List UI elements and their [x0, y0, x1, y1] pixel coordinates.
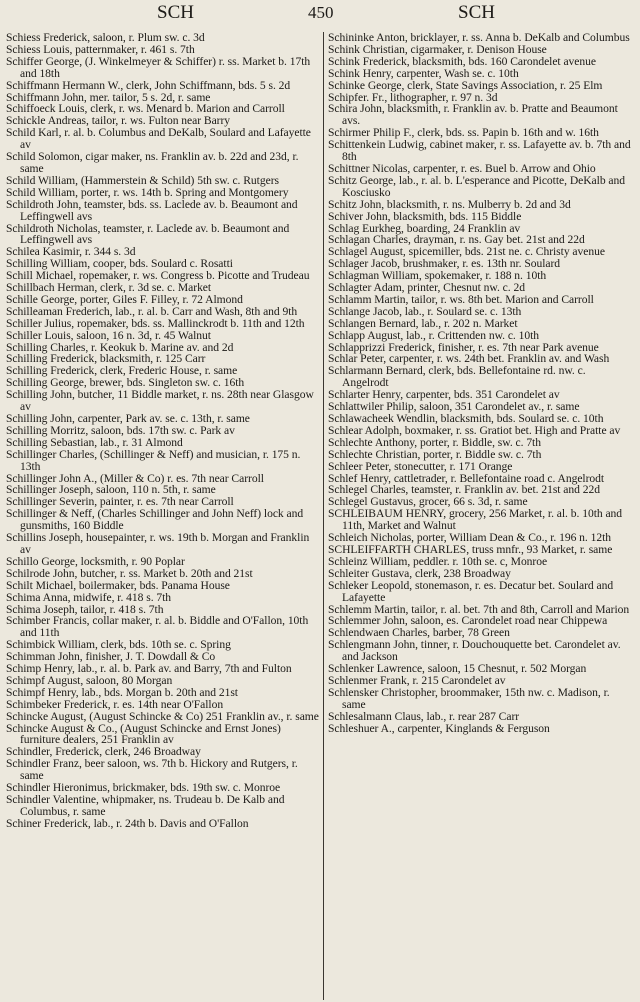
directory-entry: Schitz George, lab., r. al. b. L'esperance and Picotte, DeKalb and Kosciusko — [328, 173, 626, 199]
directory-entry: Schillbach Herman, clerk, r. 3d se. c. Market — [6, 281, 212, 295]
directory-entry: Schildroth Nicholas, teamster, r. Laclede av. b. Beaumont and Leffingwell avs — [6, 221, 290, 247]
directory-entry: Schittenkein Ludwig, cabinet maker, r. ss. Lafayette av. b. 7th and 8th — [328, 138, 631, 164]
directory-entry: Schlange Jacob, lab., r. Soulard se. c. 13th — [328, 304, 522, 318]
directory-entry: Schlenker Lawrence, saloon, 15 Chesnut, r. 502 Morgan — [328, 662, 587, 676]
directory-entry: Schlar Peter, carpenter, r. ws. 24th bet. Franklin av. and Wash — [328, 352, 610, 366]
directory-entry: Schillinger Severin, painter, r. es. 7th near Carroll — [6, 495, 234, 509]
directory-entry: Schimbick William, clerk, bds. 10th se. c. Spring — [6, 638, 231, 652]
directory-entry: Schickle Andreas, tailor, r. ws. Fulton near Barry — [6, 114, 231, 128]
directory-entry: Schlawacheek Wendlin, blacksmith, bds. Soulard se. c. 10th — [328, 412, 604, 425]
header-right-guide: SCH — [458, 2, 495, 23]
directory-entry: Schima Joseph, tailor, r. 418 s. 7th — [6, 602, 164, 616]
directory-entry: Schinke George, clerk, State Savings Association, r. 25 Elm — [328, 78, 603, 92]
directory-entry: Schleinz William, peddler. r. 10th se. c, Monroe — [328, 554, 548, 568]
directory-entry: Schillinger & Neff, (Charles Schillinger and John Neff) lock and gunsmiths, 160 Biddle — [6, 507, 304, 533]
directory-entry: Schiffmann Hermann W., clerk, John Schiffmann, bds. 5 s. 2d — [6, 78, 291, 92]
directory-entry: Schindler Valentine, whipmaker, ns. Trudeau b. De Kalb and Columbus, r. same — [6, 793, 285, 818]
directory-entry: Schiller Julius, ropemaker, bds. ss. Mallinckrodt b. 11th and 12th — [6, 316, 305, 330]
directory-entry: Schillinger John A., (Miller & Co) r. es. 7th near Carroll — [6, 471, 264, 485]
directory-entry: Schlechte Christian, porter, r. Biddle sw. c. 7th — [328, 447, 542, 461]
directory-entry: Schimber Francis, collar maker, r. al. b. Biddle and O'Fallon, 10th and 11th — [6, 614, 309, 640]
directory-entry: Schilling Morritz, saloon, bds. 17th sw. c. Park av — [6, 423, 235, 437]
directory-entry: SCHLEIFFARTH CHARLES, truss mnfr., 93 Market, r. same — [328, 542, 613, 556]
directory-entry: Schlattwiler Philip, saloon, 351 Carondelet av., r. same — [328, 400, 580, 414]
directory-entry: Schittner Nicolas, carpenter, r. es. Buel b. Arrow and Ohio — [328, 161, 596, 175]
directory-entry: Schlegel Gustavus, grocer, 66 s. 3d, r. same — [328, 495, 528, 509]
directory-entry: Schiver John, blacksmith, bds. 115 Biddle — [328, 209, 522, 223]
directory-entry: Schlegel Charles, teamster, r. Franklin av. bet. 21st and 22d — [328, 483, 600, 497]
directory-entry: Schiller Louis, saloon, 16 n. 3d, r. 45 Walnut — [6, 328, 211, 342]
directory-entry: Schillo George, locksmith, r. 90 Poplar — [6, 554, 185, 568]
directory-entry: Schillinger Charles, (Schillinger & Neff) and musician, r. 175 n. 13th — [6, 447, 301, 473]
directory-entry: Schink Henry, carpenter, Wash se. c. 10th — [328, 66, 519, 80]
directory-entry: Schiffoeck Louis, clerk, r. ws. Menard b. Marion and Carroll — [6, 102, 285, 116]
directory-entry: Schiffmann John, mer. tailor, 5 s. 2d, r. same — [6, 90, 211, 104]
directory-entry: Schille George, porter, Giles F. Filley, r. 72 Almond — [6, 292, 243, 306]
directory-entry: Schilling Frederick, blacksmith, r. 125 Carr — [6, 352, 206, 366]
directory-entry: Schilling John, carpenter, Park av. se. c. 13th, r. same — [6, 412, 250, 425]
directory-entry: Schildroth John, teamster, bds. ss. Laclede av. b. Beaumont and Leffingwell avs — [6, 197, 298, 223]
header-left-guide: SCH — [157, 2, 194, 23]
directory-entry: Schillins Joseph, housepainter, r. ws. 19th b. Morgan and Franklin av — [6, 531, 310, 556]
directory-entry: Schilling John, butcher, 11 Biddle market, r. ns. 28th near Glasgow av — [6, 388, 314, 414]
directory-entry: Schlarmann Bernard, clerk, bds. Bellefontaine rd. nw. c. Angelrodt — [328, 364, 586, 390]
directory-entry: Schild William, (Hammerstein & Schild) 5th sw. c. Rutgers — [6, 173, 279, 187]
directory-entry: Schilling Charles, r. Keokuk b. Marine av. and 2d — [6, 340, 234, 354]
directory-entry: Schindler Franz, beer saloon, ws. 7th b. Hickory and Rutgers, r. same — [6, 757, 298, 783]
directory-entry: Schilling William, cooper, bds. Soulard c. Rosatti — [6, 257, 233, 271]
directory-entry: Schlear Adolph, boxmaker, r. ss. Gratiot bet. High and Pratte av — [328, 423, 621, 437]
page-number: 450 — [308, 3, 334, 22]
directory-entry: Schilrode John, butcher, r. ss. Market b. 20th and 21st — [6, 566, 253, 580]
directory-entry: Schlag Eurkheg, boarding, 24 Franklin av — [328, 221, 521, 235]
directory-entry: Schillinger Joseph, saloon, 110 n. 5th, r. same — [6, 483, 216, 497]
directory-entry: Schitz John, blacksmith, r. ns. Mulberry b. 2d and 3d — [328, 197, 571, 211]
page-header — [0, 2, 640, 24]
directory-entry: Schilleaman Frederich, lab., r. al. b. Carr and Wash, 8th and 9th — [6, 304, 298, 318]
directory-entry: Schleshuer A., carpenter, Kinglands & Ferguson — [328, 721, 550, 735]
directory-entry: Schirmer Philip F., clerk, bds. ss. Papin b. 16th and w. 16th — [328, 126, 599, 140]
directory-entry: Schink Frederick, blacksmith, bds. 160 Carondelet avenue — [328, 54, 596, 68]
directory-entry: Schlamm Martin, tailor, r. ws. 8th bet. Marion and Carroll — [328, 292, 594, 306]
directory-entry: Schild Karl, r. al. b. Columbus and DeKalb, Soulard and Lafayette av — [6, 126, 311, 152]
directory-entry: Schincke August, (August Schincke & Co) 251 Franklin av., r. same — [6, 709, 319, 723]
directory-entry: Schimpf August, saloon, 80 Morgan — [6, 673, 173, 687]
directory-entry: Schira John, blacksmith, r. Franklin av. b. Pratte and Beaumont avs. — [328, 102, 618, 128]
directory-entry: Schink Christian, cigarmaker, r. Denison House — [328, 42, 547, 56]
directory-entry: SCHLEIBAUM HENRY, grocery, 256 Market, r. al. b. 10th and 11th, Market and Walnut — [328, 507, 623, 533]
directory-entry: Schlarter Henry, carpenter, bds. 351 Carondelet av — [328, 388, 560, 402]
directory-entry: Schlagter Adam, printer, Chesnut nw. c. 2d — [328, 281, 525, 295]
directory-entry: Schima Anna, midwife, r. 418 s. 7th — [6, 590, 172, 604]
directory-entry: Schilling George, brewer, bds. Singleton sw. c. 16th — [6, 376, 245, 390]
directory-entry: Schlagman William, spokemaker, r. 188 n. 10th — [328, 269, 547, 283]
directory-entry: Schlapp August, lab., r. Crittenden nw. c. 10th — [328, 328, 540, 342]
directory-entry: Schlechte Anthony, porter, r. Biddle, sw. c. 7th — [328, 435, 541, 449]
directory-entry: Schindler, Frederick, clerk, 246 Broadway — [6, 745, 201, 759]
directory-entry: Schiess Frederick, saloon, r. Plum sw. c. 3d — [6, 32, 205, 44]
directory-columns — [6, 32, 634, 1000]
directory-entry: Schlenmer Frank, r. 215 Carondelet av — [328, 673, 506, 687]
directory-entry: Schilea Kasimir, r. 344 s. 3d — [6, 245, 136, 259]
directory-entry: Schlapprizzi Frederick, finisher, r. es. 7th near Park avenue — [328, 340, 599, 354]
directory-entry: Schiner Frederick, lab., r. 24th b. Davis and O'Fallon — [6, 816, 249, 830]
directory-entry: Schlef Henry, cattletrader, r. Bellefontaine road c. Angelrodt — [328, 471, 605, 485]
directory-entry: Schleker Leopold, stonemason, r. es. Decatur bet. Soulard and Lafayette — [328, 578, 614, 604]
directory-entry: Schimbeker Frederick, r. es. 14th near O'Fallon — [6, 697, 224, 711]
directory-entry: Schilling Sebastian, lab., r. 31 Almond — [6, 435, 183, 449]
directory-entry: Schild William, porter, r. ws. 14th b. Spring and Montgomery — [6, 185, 289, 199]
directory-entry: Schleer Peter, stonecutter, r. 171 Orange — [328, 459, 513, 473]
directory-entry: Schilt Michael, boilermaker, bds. Panama House — [6, 578, 230, 592]
directory-entry: Schlemm Martin, tailor, r. al. bet. 7th and 8th, Carroll and Marion — [328, 602, 630, 616]
directory-entry: Schleiter Gustava, clerk, 238 Broadway — [328, 566, 511, 580]
right-column — [323, 32, 634, 1000]
directory-entry: Schlensker Christopher, broommaker, 15th nw. c. Madison, r. same — [328, 685, 610, 711]
directory-entry: Schindler Hieronimus, brickmaker, bds. 19th sw. c. Monroe — [6, 781, 281, 795]
directory-entry: Schilling Frederick, clerk, Frederic House, r. same — [6, 364, 238, 378]
directory-entry: Schiess Louis, patternmaker, r. 461 s. 7th — [6, 42, 195, 56]
directory-entry: Schlesalmann Claus, lab., r. rear 287 Carr — [328, 709, 520, 723]
directory-entry: Schipfer. Fr., lithographer, r. 97 n. 3d — [328, 90, 498, 104]
directory-entry: Schild Solomon, cigar maker, ns. Franklin av. b. 22d and 23d, r. same — [6, 150, 299, 175]
directory-entry: Schlagel August, spicemiller, bds. 21st ne. c. Christy avenue — [328, 245, 605, 259]
directory-entry: Schimpf Henry, lab., bds. Morgan b. 20th and 21st — [6, 685, 238, 699]
directory-entry: Schleich Nicholas, porter, William Dean & Co., r. 196 n. 12th — [328, 531, 612, 545]
directory-entry: Schlendwaen Charles, barber, 78 Green — [328, 626, 510, 640]
directory-entry: Schiffer George, (J. Winkelmeyer & Schiffer) r. ss. Market b. 17th and 18th — [6, 54, 311, 80]
directory-entry: Schlangen Bernard, lab., r. 202 n. Market — [328, 316, 518, 330]
directory-entry: Schlager Jacob, brushmaker, r. es. 13th nr. Soulard — [328, 257, 561, 271]
directory-entry: Schimman John, finisher, J. T. Dowdall & Co — [6, 650, 216, 664]
directory-entry: Schincke August & Co., (August Schincke and Ernst Jones) furniture dealers, 251 Franklin av — [6, 721, 281, 747]
directory-entry: Schlengmann John, tinner, r. Douchouquette bet. Carondelet av. and Jackson — [328, 638, 621, 664]
directory-entry: Schininke Anton, bricklayer, r. ss. Anna b. DeKalb and Columbus — [328, 32, 630, 44]
directory-entry: Schlemmer John, saloon, es. Carondelet road near Chippewa — [328, 614, 608, 628]
directory-entry: Schimp Henry, lab., r. al. b. Park av. and Barry, 7th and Fulton — [6, 662, 292, 676]
left-column — [6, 32, 323, 1000]
directory-entry: Schlagan Charles, drayman, r. ns. Gay bet. 21st and 22d — [328, 233, 585, 247]
directory-entry: Schill Michael, ropemaker, r. ws. Congress b. Picotte and Trudeau — [6, 269, 310, 283]
